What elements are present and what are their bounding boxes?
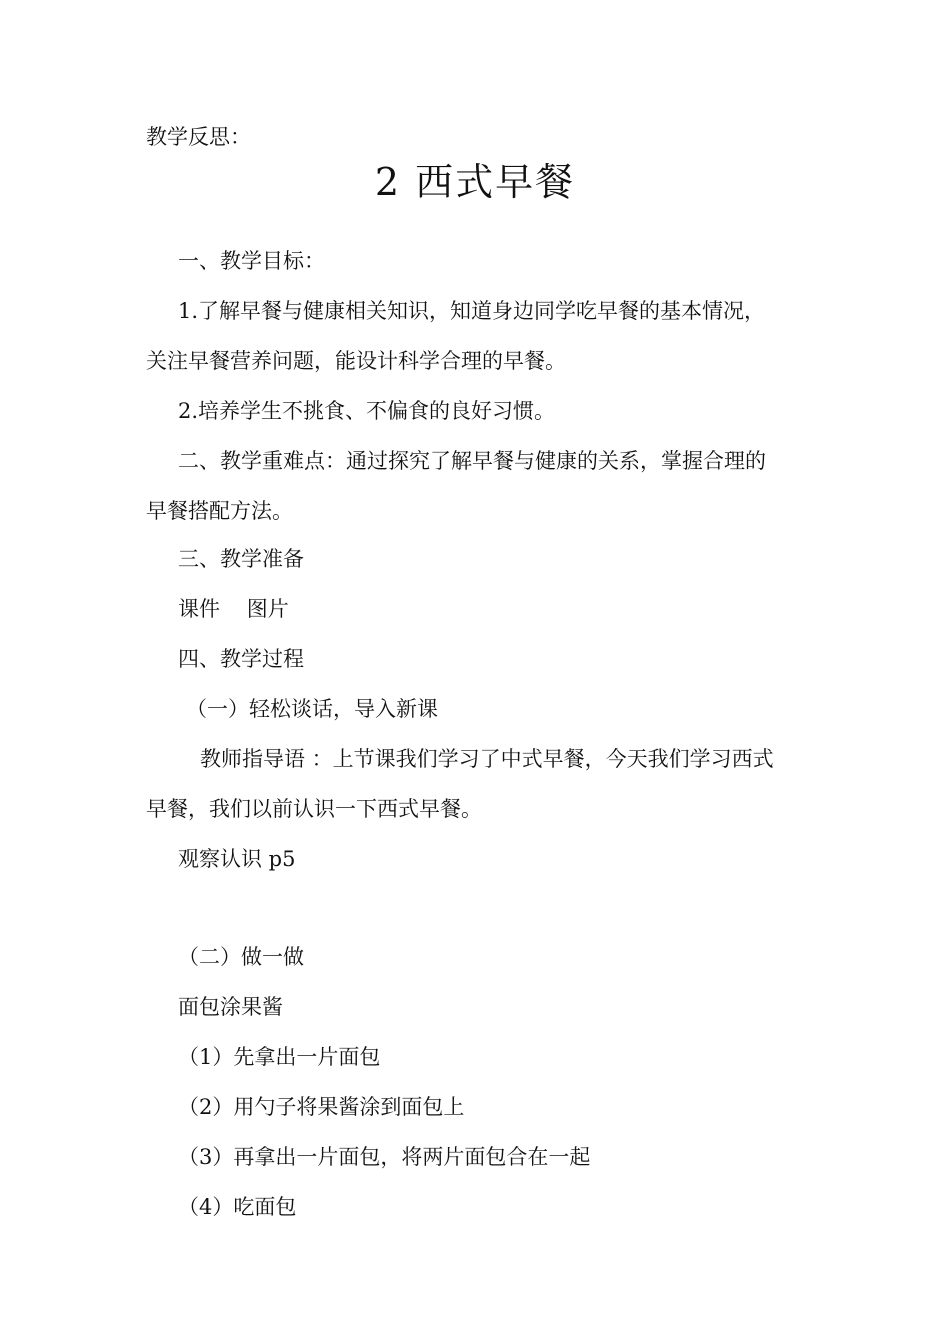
reflection-label: 教学反思： (146, 125, 251, 149)
objective-2: 2.培养学生不挑食、不偏食的良好习惯。 (178, 399, 556, 423)
part-2-heading: （二）做一做 (178, 945, 304, 969)
objectives-heading: 一、教学目标： (178, 249, 325, 273)
preparation-items: 课件 图片 (178, 597, 289, 621)
preparation-heading: 三、教学准备 (178, 547, 304, 571)
step-item: （4）吃面包 (178, 1195, 297, 1219)
teacher-guide-line-1: 教师指导语 ：上节课我们学习了中式早餐，今天我们学习西式 (200, 747, 774, 771)
step-item: （1）先拿出一片面包 (178, 1045, 381, 1069)
key-points-line-1: 二、教学重难点：通过探究了解早餐与健康的关系，掌握合理的 (178, 449, 766, 473)
objective-1-line-2: 关注早餐营养问题，能设计科学合理的早餐。 (146, 349, 566, 373)
key-points-line-2: 早餐搭配方法。 (146, 499, 293, 523)
step-item: （2）用勺子将果酱涂到面包上 (178, 1095, 465, 1119)
lesson-title: 2 西式早餐 (374, 160, 576, 204)
step-item: （3）再拿出一片面包，将两片面包合在一起 (178, 1145, 591, 1169)
process-heading: 四、教学过程 (178, 647, 304, 671)
part-1-heading: （一）轻松谈话，导入新课 (186, 697, 438, 721)
observe-note: 观察认识 p5 (178, 847, 296, 871)
objective-1-line-1: 1.了解早餐与健康相关知识，知道身边同学吃早餐的基本情况， (178, 299, 766, 323)
activity-title: 面包涂果酱 (178, 995, 283, 1019)
teacher-guide-line-2: 早餐，我们以前认识一下西式早餐。 (146, 797, 482, 821)
